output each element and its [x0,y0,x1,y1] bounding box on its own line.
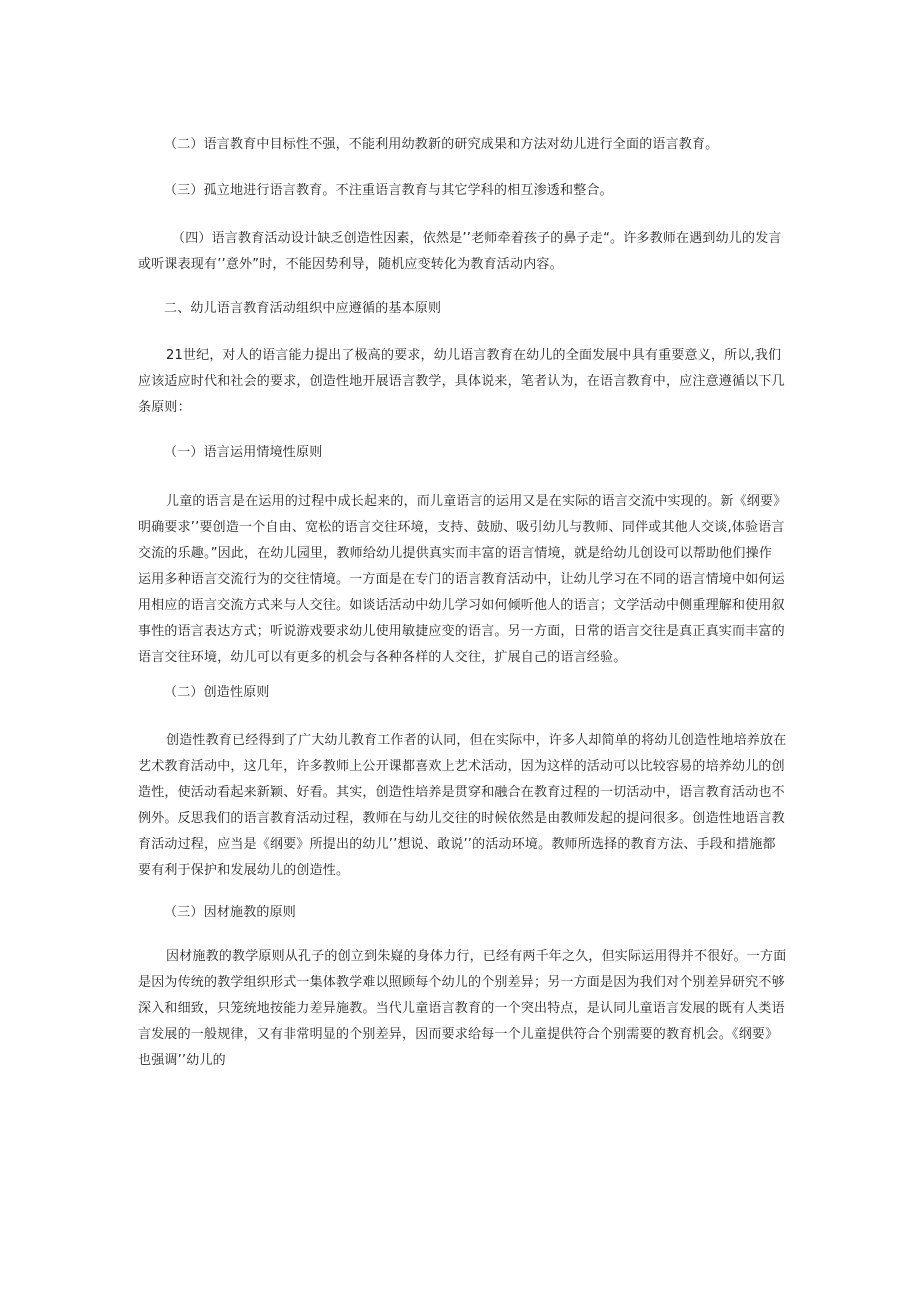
paragraph-individualized: 因材施教的教学原则从孔子的创立到朱嶷的身体力行，已经有两千年之久，但实际运用得并不很好。一方面 是因为传统的教学组织形式一集体教学难以照顾每个幼儿的个别差异；另一方面是因为我们对个别差异研究不够 深入和细致，只笼统地按能力差异施教。当代儿童语言教育的一个突出特点，是认同儿童语言发展的既有人类语 言发展的一般规律，又有非常明显的个别差异，因而要求给每一个儿童提供符合个别需要的教育机会。《纲要》 也强调’’幼儿的 [138,949,787,1068]
paragraph-item-4: （四）语言教育活动设计缺乏创造性因素，依然是’’老师牵着孩子的鼻子走“。许多教师在遇到幼儿的发言 或听课表现有’’意外”时，不能因势利导，随机应变转化为教育活动内容。 [138,231,782,272]
subheading-individualized: （三）因材施教的原则 [164,905,297,920]
paragraph-item-3: （三）孤立地进行语言教育。不注重语言教育与其它学科的相互渗透和整合。 [164,183,613,198]
subheading-creativity: （二）创造性原则 [164,685,270,700]
paragraph-creativity: 创造性教育已经得到了广大幼儿教育工作者的认同，但在实际中，许多人却简单的将幼儿创造性地培养放在 艺术教育活动中，这几年，许多教师上公开课都喜欢上艺术活动，因为这样的活动可以比较容易的培养幼儿的创 造性，使活动看起来新颖、好看。其实，创造性培养是贯穿和融合在教育过程的一切活动中，语言教育活动也不 例外。反思我们的语言教育活动过程，教师在与幼儿交往的时候依然是由教师发起的提问很多。创造性地语言教 育活动过程，应当是《纲要》所提出的幼儿’’想说、敢说’’的活动环境。教师所选择的教育方法、手段和措施都 要有利于保护和发展幼儿的创造性。 [138,733,787,878]
paragraph-21st-century: 21世纪，对人的语言能力提出了极高的要求，幼儿语言教育在幼儿的全面发展中具有重要意义，所以,我们 应该适应时代和社会的要求，创造性地开展语言教学，具体说来，笔者认为，在语言教育中，应注意遵循以下几 条原则： [138,348,785,415]
subheading-situational: （一）语言运用情境性原则 [164,445,323,460]
section-heading: 二、幼儿语言教育活动组织中应遵循的基本原则 [164,301,442,316]
paragraph-item-2: （二）语言教育中目标性不强，不能利用幼教新的研究成果和方法对幼儿进行全面的语言教育。 [164,137,719,152]
paragraph-situational: 儿童的语言是在运用的过程中成长起来的，而儿童语言的运用又是在实际的语言交流中实现的。新《纲要》 明确要求’’要创造一个自由、宽松的语言交往环境，支持、鼓励、吸引幼儿与教师、同伴或其他人交谈,体验语言 交流的乐趣。”因此，在幼儿园里，教师给幼儿提供真实而丰富的语言情境，就是给幼儿创设可以帮助他们操作 运用多种语言交流行为的交往情境。一方面是在专门的语言教育活动中，让幼儿学习在不同的语言情境中如何运 用相应的语言交流方式来与人交往。如谈话活动中幼儿学习如何倾听他人的语言；文学活动中侧重理解和使用叙 事性的语言表达方式；听说游戏要求幼儿使用敏捷应变的语言。另一方面，日常的语言交往是真正真实而丰富的 语言交往环境，幼儿可以有更多的机会与各种各样的人交往，扩展自己的语言经验。 [138,494,787,665]
